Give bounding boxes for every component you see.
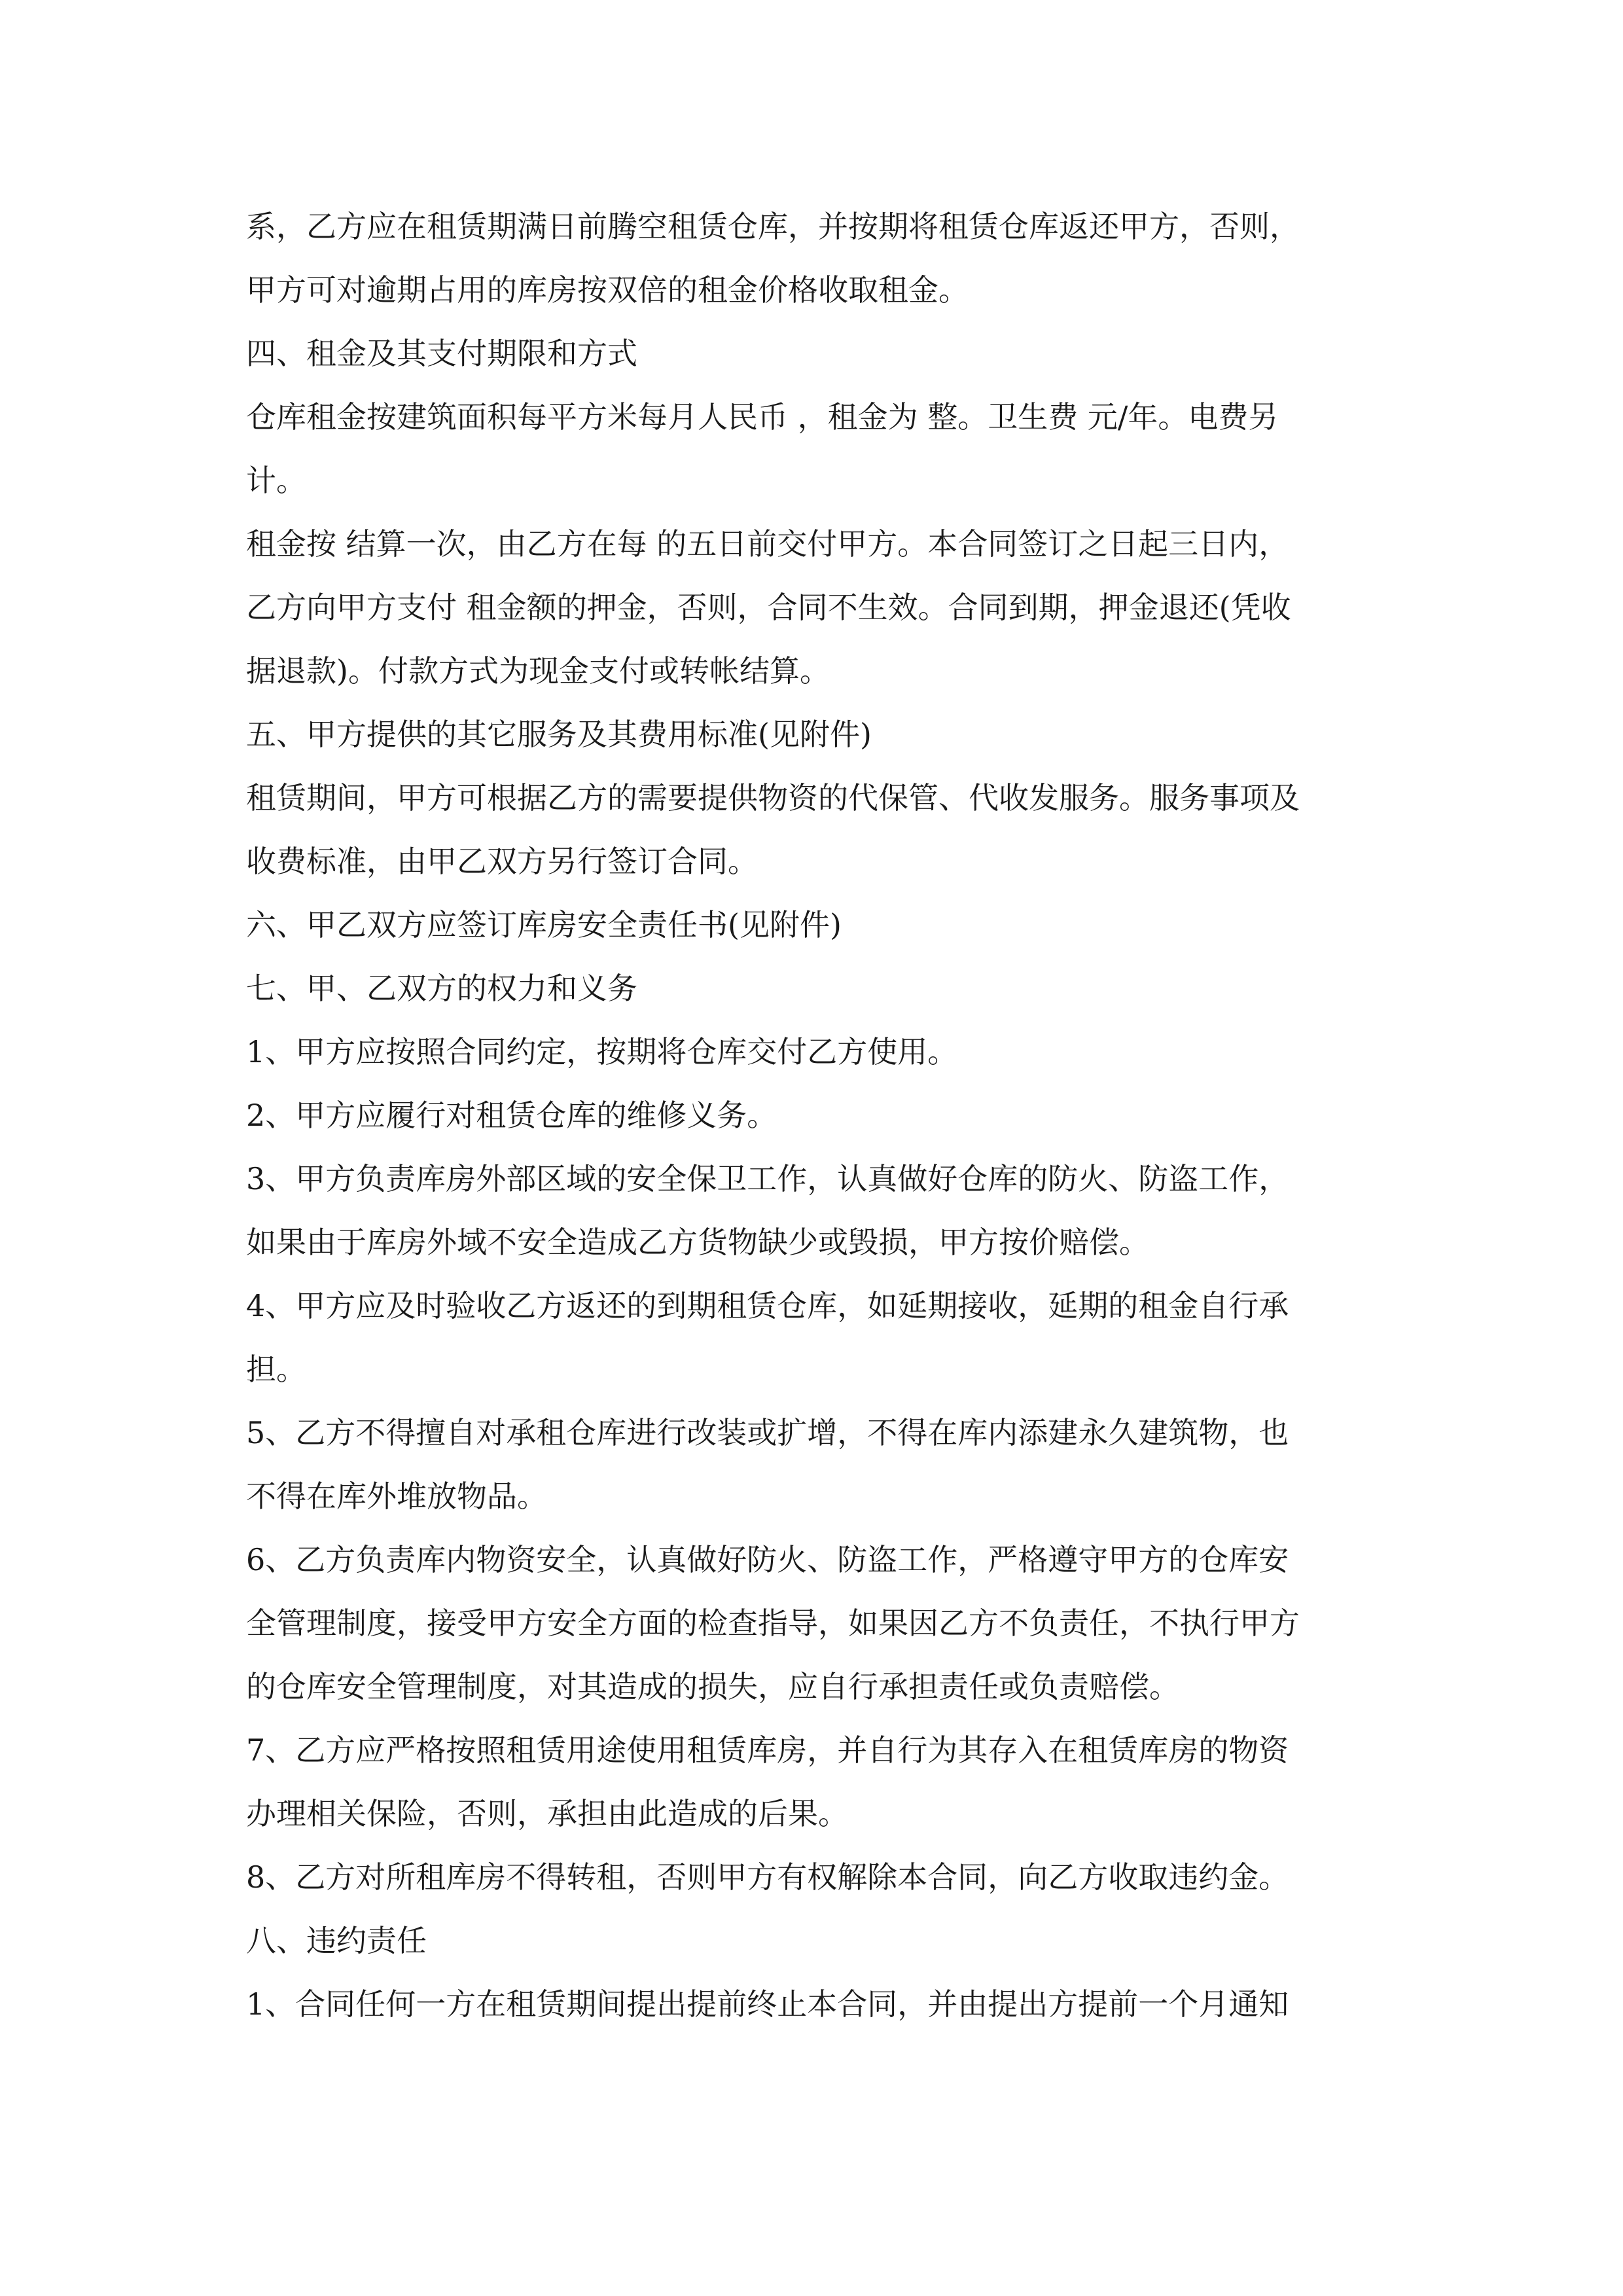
text-line: 全管理制度，接受甲方安全方面的检查指导，如果因乙方不负责任，不执行甲方 [246, 1605, 1300, 1641]
clause-line: 3、甲方负责库房外部区域的安全保卫工作，认真做好仓库的防火、防盗工作， [246, 1161, 1289, 1196]
clause-line: 1、合同任何一方在租赁期间提出提前终止本合同，并由提出方提前一个月通知 [246, 1986, 1289, 2022]
section-heading: 六、甲乙双方应签订库房安全责任书(见附件) [246, 907, 842, 942]
section-heading: 七、甲、乙双方的权力和义务 [246, 971, 637, 1006]
text-line: 办理相关保险，否则，承担由此造成的后果。 [246, 1796, 848, 1831]
text-line: 甲方可对逾期占用的库房按双倍的租金价格收取租金。 [246, 272, 969, 308]
text-line: 乙方向甲方支付 租金额的押金，否则，合同不生效。合同到期，押金退还(凭收 [246, 590, 1291, 625]
text-line: 租赁期间，甲方可根据乙方的需要提供物资的代保管、代收发服务。服务事项及 [246, 780, 1300, 816]
text-line: 系，乙方应在租赁期满日前腾空租赁仓库，并按期将租赁仓库返还甲方，否则， [246, 209, 1300, 244]
section-heading: 四、租金及其支付期限和方式 [246, 336, 637, 371]
clause-line: 2、甲方应履行对租赁仓库的维修义务。 [246, 1098, 777, 1133]
text-line: 租金按 结算一次，由乙方在每 的五日前交付甲方。本合同签订之日起三日内， [246, 526, 1289, 562]
text-line: 计。 [246, 463, 306, 498]
text-line: 收费标准，由甲乙双方另行签订合同。 [246, 844, 758, 879]
clause-line: 4、甲方应及时验收乙方返还的到期租赁仓库，如延期接收，延期的租金自行承 [246, 1288, 1289, 1323]
text-line: 不得在库外堆放物品。 [246, 1479, 547, 1514]
clause-line: 1、甲方应按照合同约定，按期将仓库交付乙方使用。 [246, 1034, 958, 1069]
text-line: 如果由于库房外域不安全造成乙方货物缺少或毁损，甲方按价赔偿。 [246, 1225, 1149, 1260]
clause-line: 6、乙方负责库内物资安全，认真做好防火、防盗工作，严格遵守甲方的仓库安 [246, 1542, 1289, 1577]
section-heading: 五、甲方提供的其它服务及其费用标准(见附件) [246, 717, 872, 752]
contract-text [246, 195, 1385, 2036]
clause-line: 7、乙方应严格按照租赁用途使用租赁库房，并自行为其存入在租赁库房的物资 [246, 1732, 1289, 1768]
clause-line: 8、乙方对所租库房不得转租，否则甲方有权解除本合同，向乙方收取违约金。 [246, 1859, 1289, 1895]
text-line: 的仓库安全管理制度，对其造成的损失，应自行承担责任或负责赔偿。 [246, 1669, 1179, 1704]
text-line: 据退款)。付款方式为现金支付或转帐结算。 [246, 653, 830, 689]
section-heading: 八、违约责任 [246, 1923, 427, 1958]
clause-line: 5、乙方不得擅自对承租仓库进行改装或扩增，不得在库内添建永久建筑物，也 [246, 1415, 1289, 1450]
text-line: 担。 [246, 1352, 306, 1387]
text-line: 仓库租金按建筑面积每平方米每月人民币 ，租金为 整。卫生费 元/年。电费另 [246, 399, 1279, 435]
